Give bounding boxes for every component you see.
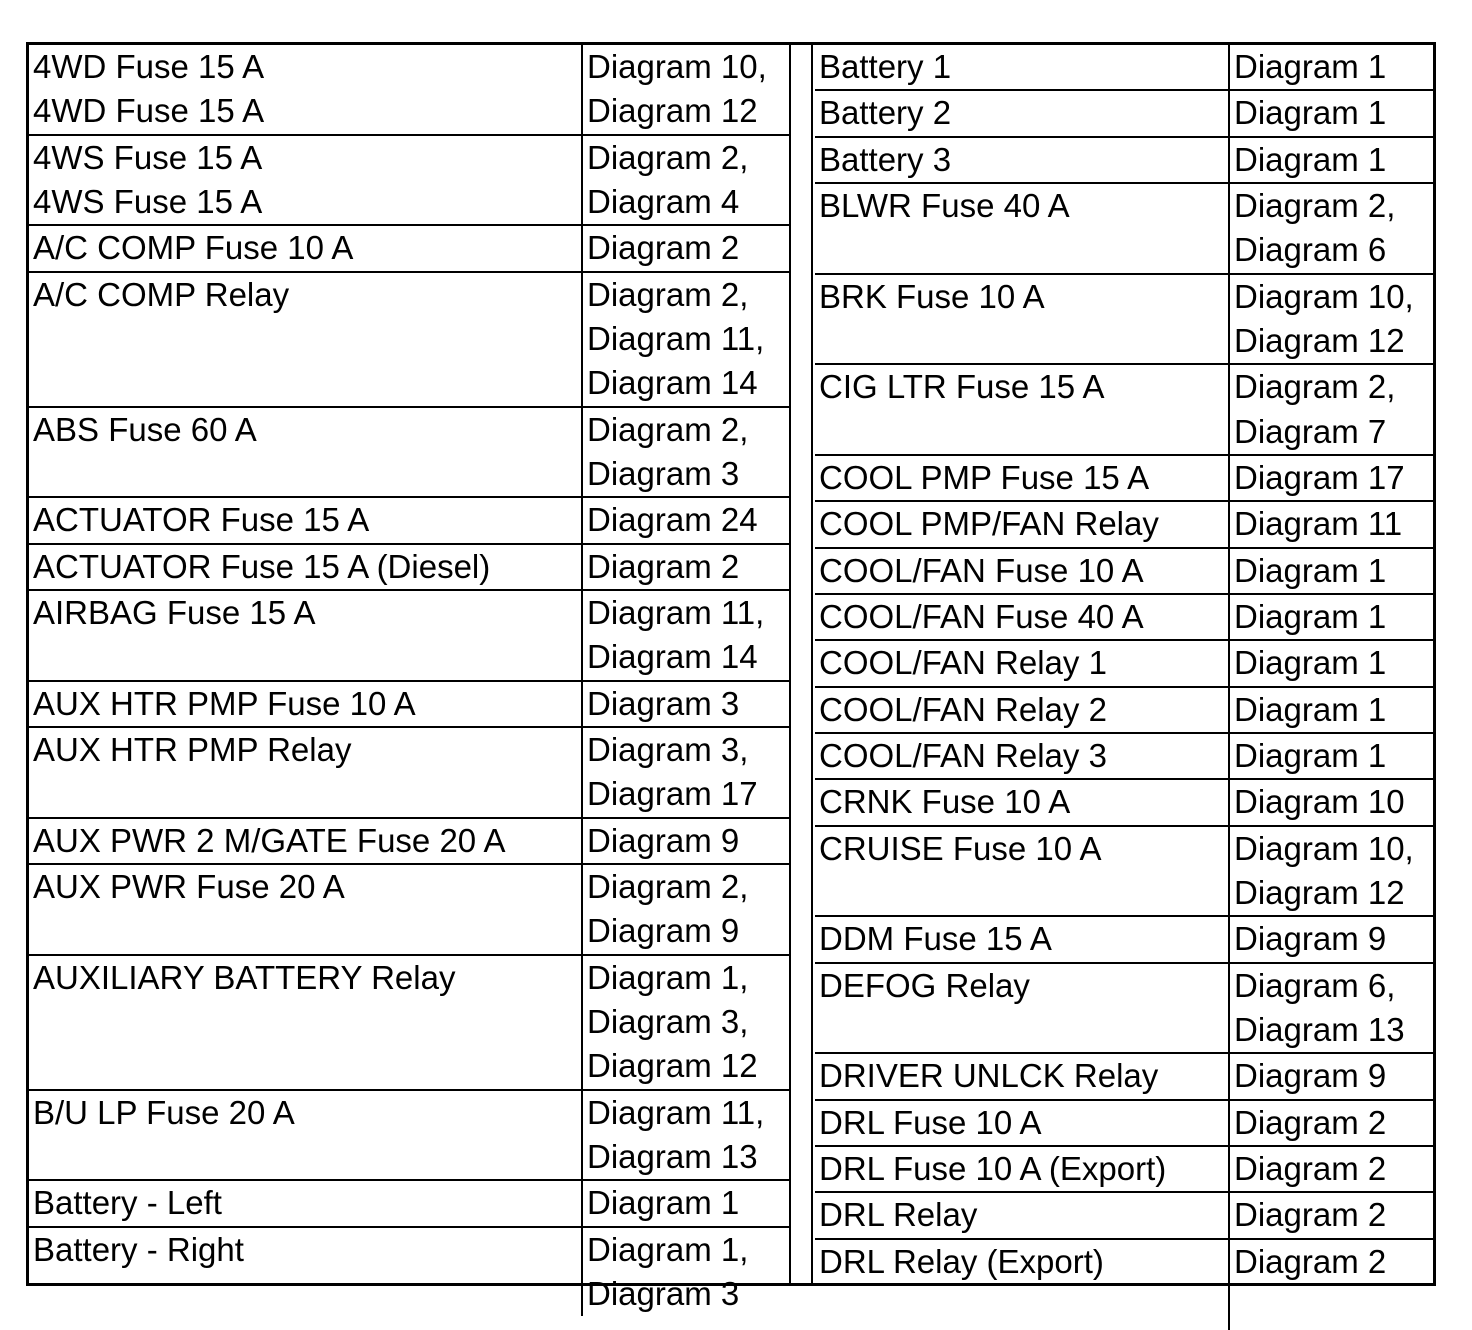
table-row [815, 733, 1436, 779]
component-name: COOL/FAN Relay 2 [819, 690, 1107, 728]
table-row [815, 1239, 1436, 1285]
table-row [29, 135, 789, 226]
diagram-reference: Diagram 3 [587, 1274, 740, 1312]
component-name: CRUISE Fuse 10 A [819, 829, 1102, 867]
table-row [29, 955, 789, 1090]
diagram-reference: Diagram 2 [1233, 1149, 1387, 1187]
diagram-reference-cell [1229, 1285, 1436, 1330]
diagram-reference-cell [1229, 963, 1436, 1054]
component-name: COOL/FAN Relay 1 [819, 644, 1107, 682]
component-name [819, 1286, 1228, 1330]
component-name: 4WS Fuse 15 A [33, 138, 263, 176]
table-row [815, 916, 1436, 962]
diagram-reference: Diagram 1 [1233, 140, 1387, 178]
table-row [29, 818, 789, 864]
diagram-reference: Diagram 2 [587, 547, 740, 585]
diagram-reference: Diagram 24 [587, 501, 758, 539]
component-name: 4WS Fuse 15 A [33, 182, 263, 220]
component-name-cell [29, 135, 582, 226]
diagram-reference: Diagram 1 [1233, 690, 1387, 728]
diagram-reference-cell [582, 225, 789, 271]
component-name-cell [815, 1192, 1229, 1238]
component-index-table-left [29, 45, 789, 1316]
diagram-reference: Diagram 14 [587, 364, 758, 402]
component-name-cell [29, 590, 582, 681]
component-name: BRK Fuse 10 A [819, 277, 1045, 315]
diagram-reference: Diagram 13 [587, 1137, 758, 1175]
component-name: Battery - Right [33, 1230, 244, 1268]
diagram-reference-cell [1229, 779, 1436, 825]
diagram-reference: Diagram 11, [587, 1093, 765, 1131]
diagram-reference-cell [1229, 274, 1436, 365]
diagram-reference-cell [1229, 455, 1436, 501]
diagram-reference-cell [582, 681, 789, 727]
diagram-reference-cell [582, 1180, 789, 1226]
table-row [815, 779, 1436, 825]
component-name: B/U LP Fuse 20 A [33, 1093, 295, 1131]
diagram-reference: Diagram 1 [1233, 551, 1387, 589]
diagram-reference-cell [582, 45, 789, 135]
component-name-cell [815, 364, 1229, 455]
component-name-cell [29, 407, 582, 498]
table-row [815, 687, 1436, 733]
table-row [815, 274, 1436, 365]
diagram-reference: Diagram 3 [587, 684, 740, 722]
diagram-reference-cell [1229, 733, 1436, 779]
diagram-reference-cell [1229, 183, 1436, 274]
table-row [29, 407, 789, 498]
component-name: DRL Fuse 10 A (Export) [819, 1149, 1167, 1187]
diagram-reference-cell [1229, 826, 1436, 917]
component-name: AUXILIARY BATTERY Relay [33, 958, 456, 996]
diagram-reference-cell [582, 818, 789, 864]
table-row [815, 1053, 1436, 1099]
component-name: Battery 1 [819, 48, 952, 85]
table-row [29, 727, 789, 818]
diagram-reference-cell [582, 1227, 789, 1317]
table-row [29, 45, 789, 135]
diagram-reference-cell [582, 590, 789, 681]
component-name: DRL Relay (Export) [819, 1242, 1104, 1280]
diagram-reference: Diagram 4 [587, 182, 740, 220]
table-row [29, 1090, 789, 1181]
diagram-reference: Diagram 3, [587, 730, 749, 768]
component-name: AUX PWR Fuse 20 A [33, 867, 345, 905]
table-row [29, 497, 789, 543]
table-row [29, 225, 789, 271]
component-name-cell [815, 1146, 1229, 1192]
diagram-reference: Diagram 17 [587, 775, 758, 813]
component-name-cell [29, 45, 582, 135]
diagram-reference-cell [1229, 1192, 1436, 1238]
table-row [815, 963, 1436, 1054]
component-name: DRL Relay [819, 1196, 978, 1234]
table-row [815, 1192, 1436, 1238]
table-row [815, 455, 1436, 501]
diagram-reference-cell [1229, 137, 1436, 183]
component-name-cell [815, 455, 1229, 501]
component-name-cell [815, 963, 1229, 1054]
diagram-reference: Diagram 6 [1233, 231, 1387, 269]
table-row [815, 45, 1436, 90]
table-row [29, 1180, 789, 1226]
diagram-reference-cell [582, 272, 789, 407]
component-name-cell [29, 1090, 582, 1181]
component-name: CIG LTR Fuse 15 A [819, 368, 1105, 406]
component-name: A/C COMP Fuse 10 A [33, 229, 354, 267]
component-name: ACTUATOR Fuse 15 A [33, 501, 370, 539]
diagram-reference: Diagram 10, [1233, 277, 1414, 315]
diagram-reference-cell [1229, 687, 1436, 733]
diagram-reference: Diagram 10, [587, 48, 767, 85]
component-name: 4WD Fuse 15 A [33, 92, 265, 130]
diagram-reference: Diagram 2 [1233, 1242, 1387, 1280]
component-name-cell [815, 687, 1229, 733]
component-name-cell [815, 1285, 1229, 1330]
diagram-reference-cell [582, 864, 789, 955]
component-name-cell [29, 1227, 582, 1317]
diagram-reference-cell [1229, 45, 1436, 90]
diagram-reference-cell [582, 955, 789, 1090]
component-name-cell [815, 1053, 1229, 1099]
diagram-reference: Diagram 12 [587, 1047, 758, 1085]
diagram-reference-cell [582, 497, 789, 543]
component-name-cell [29, 544, 582, 590]
diagram-reference: Diagram 1 [1233, 597, 1387, 635]
table-row [29, 544, 789, 590]
diagram-reference: Diagram 3, [587, 1002, 749, 1040]
diagram-reference: Diagram 12 [1233, 321, 1405, 359]
table-row [815, 137, 1436, 183]
table-row [815, 640, 1436, 686]
component-name: DEFOG Relay [819, 966, 1030, 1004]
diagram-reference: Diagram 14 [587, 638, 758, 676]
diagram-reference: Diagram 6, [1233, 966, 1396, 1004]
diagram-reference-cell [582, 407, 789, 498]
diagram-reference-cell [1229, 501, 1436, 547]
component-name: COOL PMP Fuse 15 A [819, 458, 1150, 496]
diagram-reference: Diagram 12 [587, 92, 758, 130]
table-row [815, 90, 1436, 136]
component-name-cell [29, 272, 582, 407]
diagram-reference-cell [1229, 548, 1436, 594]
component-name: A/C COMP Relay [33, 275, 290, 313]
component-name: Battery - Left [33, 1184, 222, 1222]
component-name-cell [815, 274, 1229, 365]
diagram-reference: Diagram 1, [587, 958, 749, 996]
table-row [29, 681, 789, 727]
diagram-reference-cell [582, 135, 789, 226]
diagram-reference-cell [582, 727, 789, 818]
component-name: COOL/FAN Relay 3 [819, 736, 1107, 774]
table-row [815, 548, 1436, 594]
diagram-reference-cell [1229, 1146, 1436, 1192]
diagram-reference: Diagram 9 [587, 912, 740, 950]
diagram-reference: Diagram 1 [1233, 94, 1387, 132]
diagram-reference: Diagram 7 [1233, 412, 1387, 450]
component-name: COOL/FAN Fuse 10 A [819, 551, 1144, 589]
diagram-reference: Diagram 2 [1233, 1196, 1387, 1234]
diagram-reference: Diagram 10 [1233, 783, 1405, 821]
diagram-reference: Diagram 1 [1233, 48, 1387, 85]
diagram-reference-cell [1229, 90, 1436, 136]
component-name-cell [815, 137, 1229, 183]
diagram-reference: Diagram 2, [1233, 186, 1396, 224]
component-index-table-right [815, 45, 1436, 1330]
component-name: DRL Fuse 10 A [819, 1103, 1042, 1141]
component-name: AUX HTR PMP Relay [33, 730, 352, 768]
diagram-reference-cell [1229, 594, 1436, 640]
component-name: COOL/FAN Fuse 40 A [819, 597, 1144, 635]
diagram-reference-cell [1229, 916, 1436, 962]
diagram-reference: Diagram 2, [1233, 368, 1396, 406]
component-name: DDM Fuse 15 A [819, 920, 1052, 958]
diagram-reference-cell [582, 1090, 789, 1181]
diagram-reference-cell [1229, 1239, 1436, 1285]
component-name: Battery 3 [819, 140, 952, 178]
table-row [815, 364, 1436, 455]
component-name-cell [29, 1180, 582, 1226]
table-row [29, 1227, 789, 1317]
component-name-cell [815, 1239, 1229, 1285]
component-name: 4WD Fuse 15 A [33, 48, 265, 85]
component-name-cell [815, 916, 1229, 962]
component-name-cell [815, 90, 1229, 136]
table-row [29, 272, 789, 407]
diagram-reference: Diagram 13 [1233, 1010, 1405, 1048]
component-name-cell [815, 548, 1229, 594]
table-row [29, 590, 789, 681]
component-name-cell [815, 45, 1229, 90]
component-name: BLWR Fuse 40 A [819, 186, 1070, 224]
diagram-reference: Diagram 2, [587, 410, 749, 448]
diagram-reference: Diagram 1 [1233, 736, 1387, 774]
component-name-cell [29, 497, 582, 543]
component-index-frame [26, 42, 1436, 1312]
diagram-reference-cell [1229, 640, 1436, 686]
diagram-reference: Diagram 2, [587, 275, 749, 313]
component-name-cell [29, 727, 582, 818]
diagram-reference: Diagram 3 [587, 454, 740, 492]
table-row [815, 1146, 1436, 1192]
diagram-reference-cell [1229, 1053, 1436, 1099]
component-name-cell [815, 640, 1229, 686]
diagram-reference: Diagram 1 [1233, 644, 1387, 682]
component-name: CRNK Fuse 10 A [819, 783, 1071, 821]
component-name-cell [815, 594, 1229, 640]
table-row [815, 183, 1436, 274]
diagram-reference: Diagram 9 [1233, 1057, 1387, 1095]
component-name-cell [815, 183, 1229, 274]
diagram-reference: Diagram 2, [587, 138, 749, 176]
diagram-reference: Diagram 2 [1233, 1103, 1387, 1141]
component-name: AUX HTR PMP Fuse 10 A [33, 684, 416, 722]
diagram-reference: Diagram 17 [1233, 458, 1405, 496]
diagram-reference: Diagram 11, [587, 319, 765, 357]
component-name: ACTUATOR Fuse 15 A (Diesel) [33, 547, 491, 585]
component-name: DRIVER UNLCK Relay [819, 1057, 1159, 1095]
table-row [815, 826, 1436, 917]
component-name: Battery 2 [819, 94, 952, 132]
diagram-reference: Diagram 1, [587, 1230, 749, 1268]
diagram-reference: Diagram 12 [1233, 873, 1405, 911]
component-name-cell [29, 864, 582, 955]
diagram-reference: Diagram 10, [1233, 829, 1414, 867]
diagram-reference: Diagram 2, [587, 867, 749, 905]
component-name: COOL PMP/FAN Relay [819, 505, 1159, 543]
component-name-cell [815, 1100, 1229, 1146]
diagram-reference: Diagram 1 [587, 1184, 740, 1222]
component-name-cell [815, 733, 1229, 779]
component-name-cell [29, 818, 582, 864]
component-name-cell [815, 826, 1229, 917]
diagram-reference: Diagram 11, [587, 593, 765, 631]
component-name-cell [29, 955, 582, 1090]
diagram-reference-cell [582, 544, 789, 590]
table-row [815, 594, 1436, 640]
diagram-reference: Diagram 2 [587, 229, 740, 267]
diagram-reference-cell [1229, 1100, 1436, 1146]
diagram-reference-cell [1229, 364, 1436, 455]
diagram-reference: Diagram 9 [1233, 920, 1387, 958]
component-name-cell [29, 225, 582, 271]
component-name: AIRBAG Fuse 15 A [33, 593, 316, 631]
table-row [815, 501, 1436, 547]
table-row [29, 864, 789, 955]
component-name-cell [29, 681, 582, 727]
table-row [815, 1285, 1436, 1330]
table-row [815, 1100, 1436, 1146]
column-gutter [789, 45, 813, 1283]
component-name-cell [815, 779, 1229, 825]
component-name: ABS Fuse 60 A [33, 410, 257, 448]
diagram-reference: Diagram 11 [1233, 505, 1403, 543]
component-name-cell [815, 501, 1229, 547]
diagram-reference: Diagram 9 [587, 821, 740, 859]
component-name: AUX PWR 2 M/GATE Fuse 20 A [33, 821, 506, 859]
diagram-reference [1234, 1286, 1436, 1330]
